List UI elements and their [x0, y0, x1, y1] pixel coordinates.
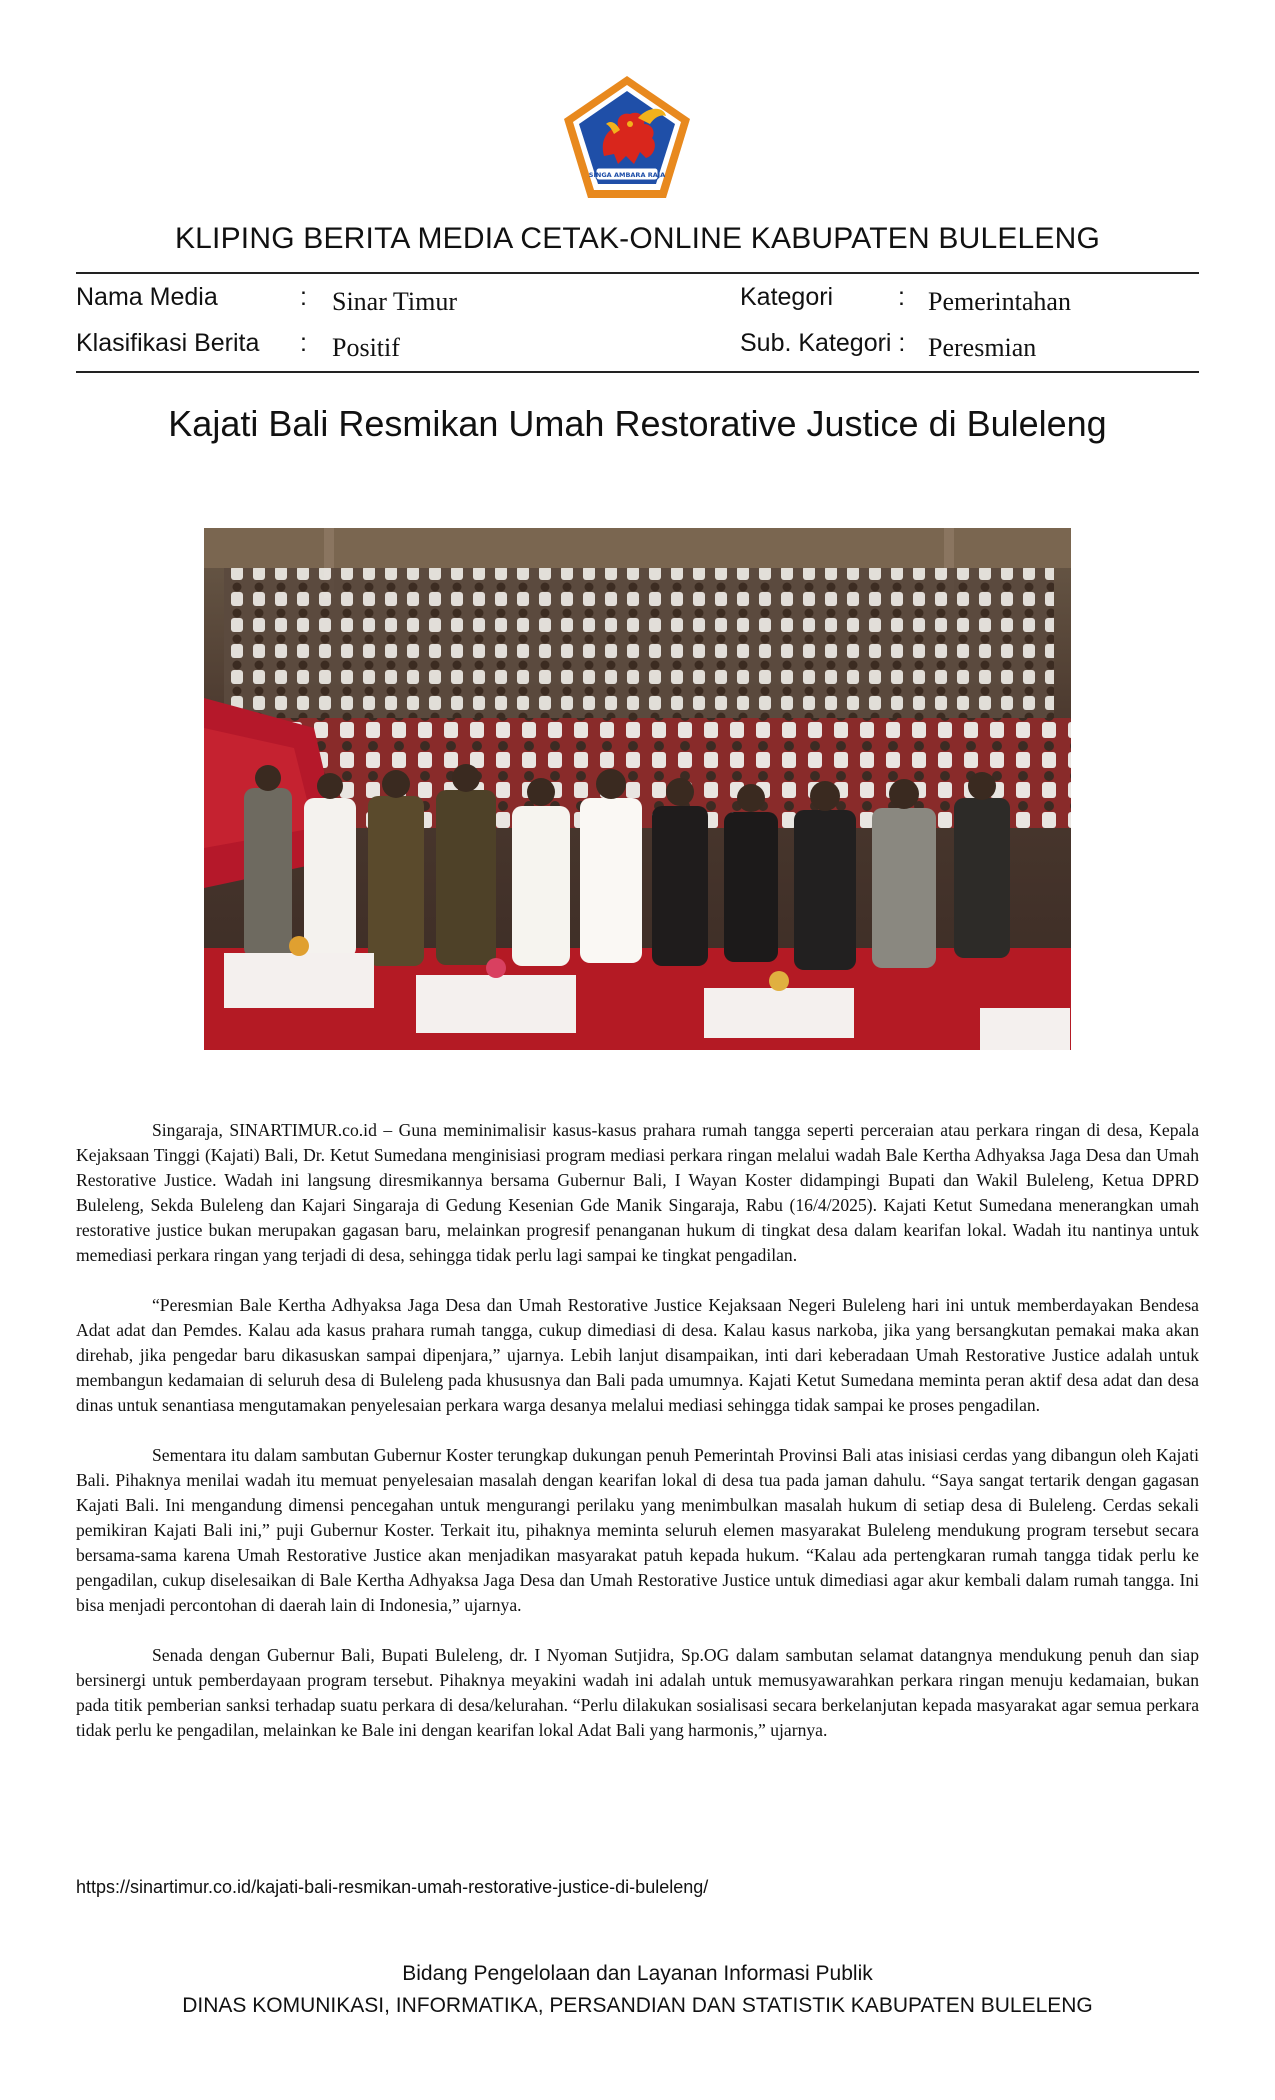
footer-agency: DINAS KOMUNIKASI, INFORMATIKA, PERSANDIAN DAN STATISTIK KABUPATEN BULELENG [182, 1994, 1093, 2017]
document-title: KLIPING BERITA MEDIA CETAK-ONLINE KABUPATEN BULELENG [174, 222, 1101, 255]
sub-kategori-label: Sub. Kategori : [740, 329, 906, 357]
bottom-divider [76, 371, 1199, 373]
source-link[interactable]: https://sinartimur.co.id/kajati-bali-resmikan-umah-restorative-justice-di-buleleng/ [76, 1877, 709, 1897]
article-paragraph: Senada dengan Gubernur Bali, Bupati Buleleng, dr. I Nyoman Sutjidra, Sp.OG dalam sambutan selamat datangnya mendukung penuh dan siap bersinergi untuk pemberdayaan program tersebut. Pihaknya meyakini wadah ini adalah untuk memusyawarahkan perkara ringan menuju kedamaian, bukan pada titik pemberian sanksi terhadap suatu perkara di desa/kelurahan. “Perlu dilakukan sosialisasi secara berkelanjutan kepada masyarakat agar semua perkara tidak perlu ke pengadilan, melainkan ke Bale ini dengan kearifan lokal Adat Bali yang harmonis,” ujarnya. [76, 1645, 1199, 1740]
kategori-value: Pemerintahan [928, 287, 1071, 316]
sub-kategori-value: Peresmian [928, 333, 1037, 362]
article-paragraph: “Peresmian Bale Kertha Adhyaksa Jaga Desa dan Umah Restorative Justice Kejaksaan Negeri Buleleng hari ini untuk memberdayakan Bendesa Adat adat dan Pemdes. Kalau ada kasus prahara rumah tangga, cukup dimediasi di desa. Kalau kasus narkoba, jika yang bersangkutan pemakai maka akan direhab, jika pengedar baru dikasuskan sampai dipenjara,” ujarnya. Lebih lanjut disampaikan, inti dari keberadaan Umah Restorative Justice adalah untuk membangun kedamaian di seluruh desa di Buleleng pada khususnya dan Bali pada umumnya. Kajati Ketut Sumedana meminta peran aktif desa adat dan desa dinas untuk senantiasa mengutamakan penyelesaian perkara warga desanya melalui mediasi sehingga tidak sampai ke proses pengadilan. [76, 1295, 1199, 1415]
footer-department: Bidang Pengelolaan dan Layanan Informasi Publik [402, 1962, 873, 1985]
event-group-photo [204, 528, 1071, 1050]
meta-row-klasifikasi [76, 329, 1199, 369]
nama-media-label: Nama Media [76, 283, 218, 311]
article-headline: Kajati Bali Resmikan Umah Restorative Justice di Buleleng [168, 403, 1107, 444]
logo-motto: SINGA AMBARA RAJA [588, 171, 666, 179]
kategori-label: Kategori [740, 283, 834, 311]
nama-media-value: Sinar Timur [332, 287, 457, 316]
colon: : [300, 329, 307, 357]
article-body [76, 1118, 1199, 1768]
top-divider [76, 272, 1199, 274]
singa-ambara-raja-emblem-icon [560, 72, 694, 202]
meta-row-media [76, 283, 1199, 323]
klasifikasi-label: Klasifikasi Berita [76, 329, 260, 357]
colon: : [300, 283, 307, 311]
article-paragraph: Sementara itu dalam sambutan Gubernur Koster terungkap dukungan penuh Pemerintah Provinsi Bali atas inisiasi cerdas yang dibangun oleh Kajati Bali. Pihaknya menilai wadah itu memuat penyelesaian masalah dengan kearifan lokal di desa tua pada jaman dahulu. “Saya sangat tertarik dengan gagasan Kajati Bali. Ini mengandung dimensi pencegahan untuk mengurangi perilaku yang menimbulkan masalah hukum di setiap desa di Buleleng. Cerdas sekali pemikiran Kajati Bali ini,” puji Gubernur Koster. Terkait itu, pihaknya meminta seluruh elemen masyarakat Buleleng mendukung program tersebut secara bersama-sama karena Umah Restorative Justice akan menjadikan masyarakat patuh kepada hukum. “Kalau ada pertengkaran rumah tangga tidak perlu ke pengadilan, cukup diselesaikan di Bale Kertha Adhyaksa Jaga Desa dan Umah Restorative Justice untuk dimediasi agar akur kembali dalam rumah tangga. Ini bisa menjadi percontohan di daerah lain di Indonesia,” ujarnya. [76, 1445, 1199, 1615]
colon: : [898, 283, 905, 311]
article-paragraph: Singaraja, SINARTIMUR.co.id – Guna meminimalisir kasus-kasus prahara rumah tangga seperti perceraian atau perkara ringan di desa, Kepala Kejaksaan Tinggi (Kajati) Bali, Dr. Ketut Sumedana menginisiasi program mediasi perkara ringan melalui wadah Bale Kertha Adhyaksa Jaga Desa dan Umah Restorative Justice. Wadah ini langsung diresmikannya bersama Gubernur Bali, I Wayan Koster didampingi Bupati dan Wakil Buleleng, Ketua DPRD Buleleng, Sekda Buleleng dan Kajari Singaraja di Gedung Kesenian Gde Manik Singaraja, Rabu (16/4/2025). Kajati Ketut Sumedana menerangkan umah restorative justice bukan merupakan gagasan baru, melainkan progresif penanganan hukum di tingkat desa dalam kearifan lokal. Wadah itu nantinya untuk memediasi perkara ringan yang terjadi di desa, sehingga tidak perlu lagi sampai ke tingkat pengadilan. [76, 1120, 1199, 1265]
klasifikasi-value: Positif [332, 333, 400, 362]
